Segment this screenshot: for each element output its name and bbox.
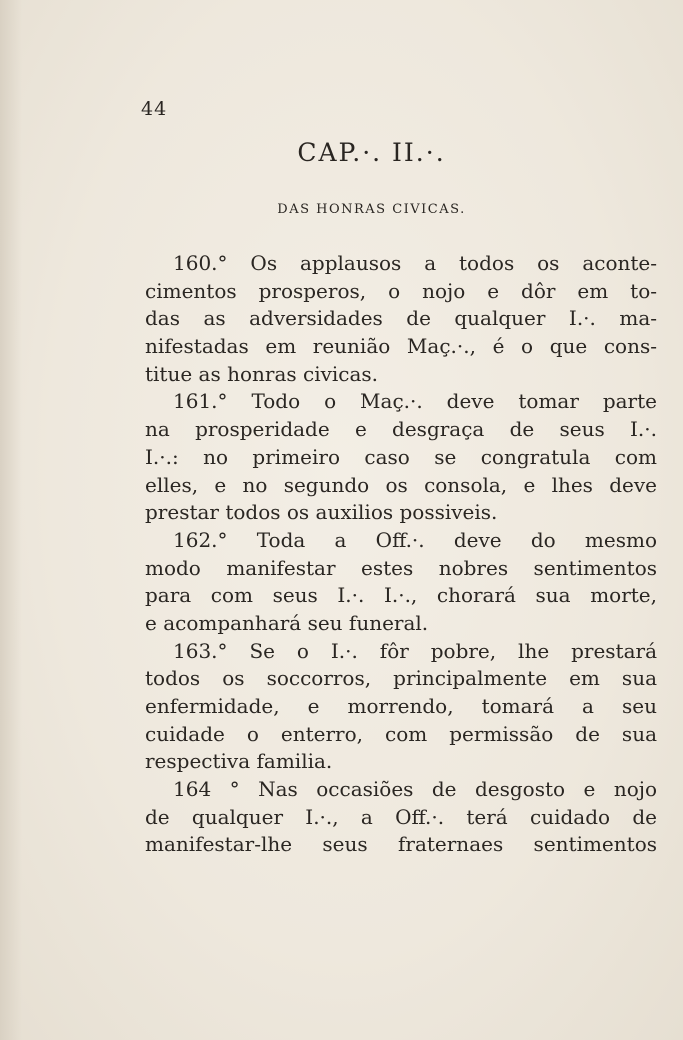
text-line: elles, e no segundo os consola, e lhes deve [145, 472, 657, 497]
text-line: 164 ° Nas occasiões de desgosto e nojo [173, 777, 657, 802]
page-number: 44 [141, 98, 168, 120]
text-line: todos os soccorros, principalmente em sua [145, 666, 657, 691]
text-line: 160.° Os applausos a todos os aconte- [173, 251, 657, 275]
text-line: de qualquer I.·., a Off.·. terá cuidado de [145, 804, 657, 829]
text-line: 161.° Todo o Maç.·. deve tomar parte [173, 389, 657, 414]
body-text [145, 250, 657, 859]
text-line: 162.° Toda a Off.·. deve do mesmo [173, 527, 657, 552]
text-line: e acompanhará seu funeral. [145, 610, 429, 635]
text-line: I.·.: no primeiro caso se congratula com [145, 444, 657, 469]
text-line: nifestadas em reunião Maç.·., é o que cons- [145, 334, 657, 359]
text-line: cuidade o enterro, com permissão de sua [145, 721, 657, 746]
text-line: enfermidade, e morrendo, tomará a seu [145, 694, 657, 718]
text-line: das as adversidades de qualquer I.·. ma- [145, 306, 657, 331]
text-line: para com seus I.·. I.·., chorará sua morte, [145, 583, 657, 608]
text-line: 163.° Se o I.·. fôr pobre, lhe prestará [173, 638, 657, 663]
text-line: na prosperidade e desgraça de seus I.·. [145, 417, 657, 442]
text-line: respectiva familia. [145, 749, 333, 774]
text-line: cimentos prosperos, o nojo e dôr em to- [145, 278, 657, 303]
text-line: prestar todos os auxilios possiveis. [145, 500, 498, 525]
section-title: DAS HONRAS CIVICAS. [277, 202, 466, 217]
text-line: manifestar-lhe seus fraternaes sentimentos [145, 832, 657, 857]
text-line: modo manifestar estes nobres sentimentos [145, 555, 657, 580]
text-line: titue as honras civicas. [145, 361, 379, 386]
chapter-heading: CAP.·. II.·. [297, 138, 446, 167]
